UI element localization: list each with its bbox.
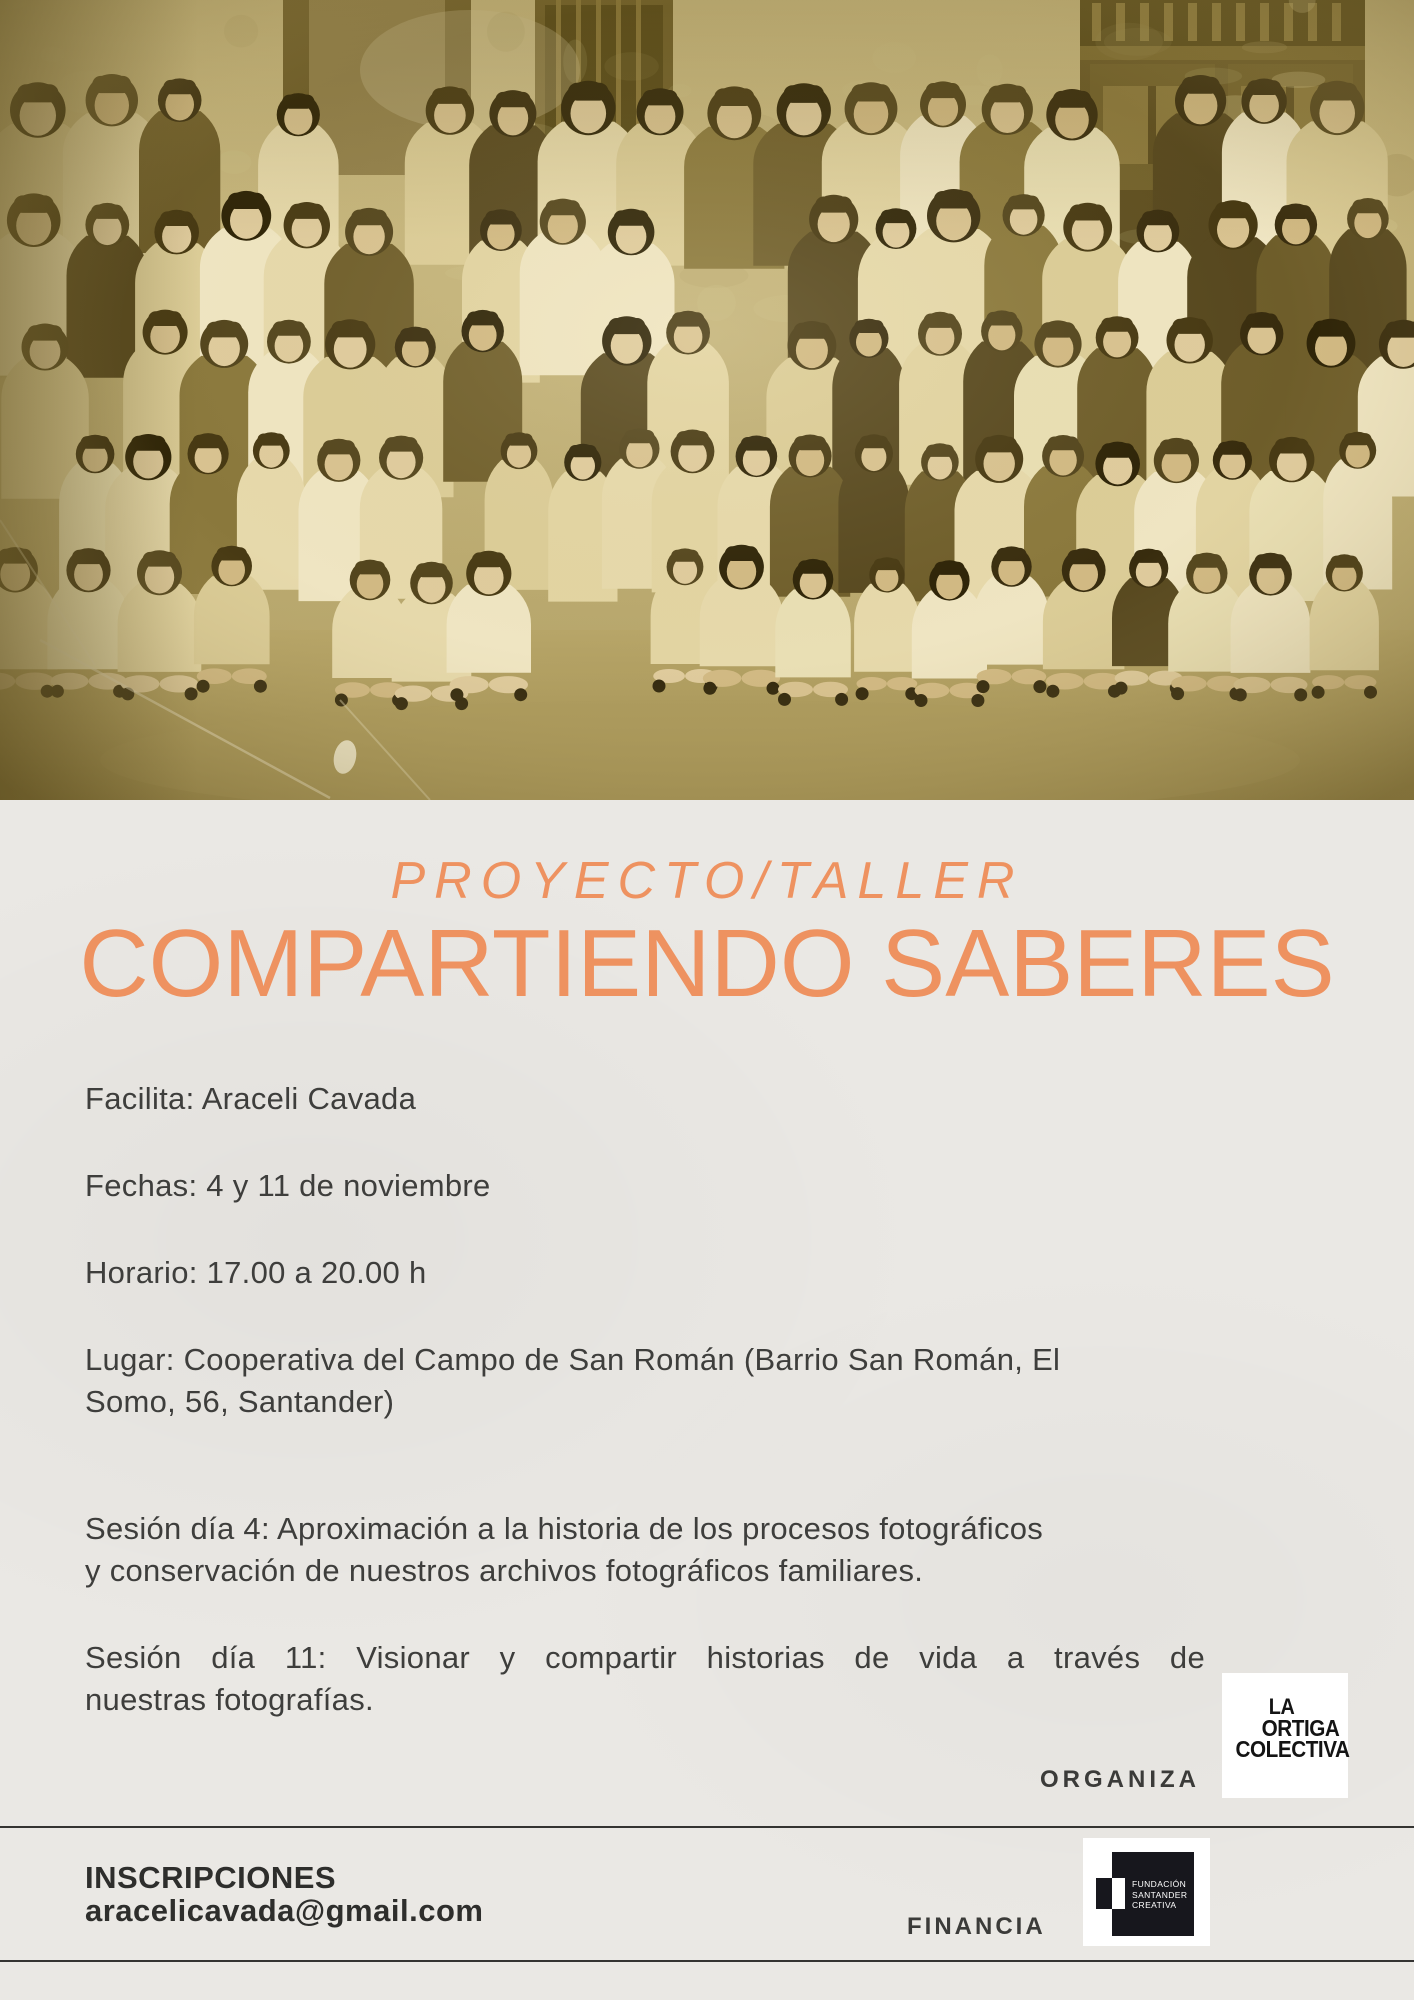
- divider-bottom: [0, 1960, 1414, 1962]
- vintage-class-photo-graphic: [0, 0, 1414, 800]
- facilitator-line: Facilita: Araceli Cavada: [85, 1081, 417, 1116]
- session-4-paragraph: [85, 1508, 1205, 1592]
- fsc-logo-left-tab: [1096, 1878, 1112, 1909]
- organiza-label: ORGANIZA: [1040, 1766, 1200, 1793]
- vintage-class-photo: [0, 0, 1414, 800]
- session-4-line-1: Sesión día 4: Aproximación a la historia de los procesos fotográficos: [85, 1511, 1044, 1546]
- ortiga-logo-line-3: COLECTIVA: [1235, 1736, 1350, 1763]
- fsc-logo-line-1: FUNDACIÓN: [1132, 1879, 1187, 1889]
- fsc-logo-line-2: SANTANDER: [1132, 1889, 1188, 1900]
- dates-line: Fechas: 4 y 11 de noviembre: [85, 1168, 491, 1203]
- fsc-logo-line-3: CREATIVA: [1132, 1900, 1177, 1910]
- session-11-paragraph: [85, 1637, 1205, 1721]
- location-paragraph: [85, 1339, 1205, 1423]
- session-4-line-2: y conservación de nuestros archivos fotográficos familiares.: [85, 1553, 924, 1588]
- fsc-logotype: [1132, 1879, 1187, 1911]
- la-ortiga-colectiva-logo: [1222, 1673, 1348, 1798]
- ortiga-logo-line-2: ORTIGA: [1261, 1714, 1340, 1741]
- poster-kicker: PROYECTO/TALLER: [390, 852, 1024, 910]
- fsc-logo-white-notch: [1112, 1878, 1125, 1909]
- inscriptions-block: [85, 1861, 483, 1927]
- contact-email: aracelicavada@gmail.com: [85, 1893, 484, 1928]
- fundacion-santander-creativa-logo: [1083, 1838, 1210, 1946]
- location-line-2: Somo, 56, Santander): [85, 1384, 395, 1419]
- location-line-1: Lugar: Cooperativa del Campo de San Román (Barrio San Román, El: [85, 1342, 1061, 1377]
- session-11-line-1: Sesión día 11: Visionar y compartir historias de vida a través de: [85, 1640, 1205, 1675]
- financia-label: FINANCIA: [907, 1913, 1046, 1940]
- la-ortiga-colectiva-logotype: [1222, 1673, 1350, 1763]
- ortiga-logo-line-1: LA: [1268, 1694, 1295, 1719]
- workshop-details: [85, 1078, 1205, 1468]
- schedule-line: Horario: 17.00 a 20.00 h: [85, 1255, 427, 1290]
- divider-top: [0, 1826, 1414, 1828]
- session-descriptions: [85, 1508, 1205, 1766]
- session-11-line-2: nuestras fotografías.: [85, 1682, 374, 1717]
- inscriptions-label: INSCRIPCIONES: [85, 1860, 337, 1895]
- poster-title: COMPARTIENDO SABERES: [79, 910, 1335, 1017]
